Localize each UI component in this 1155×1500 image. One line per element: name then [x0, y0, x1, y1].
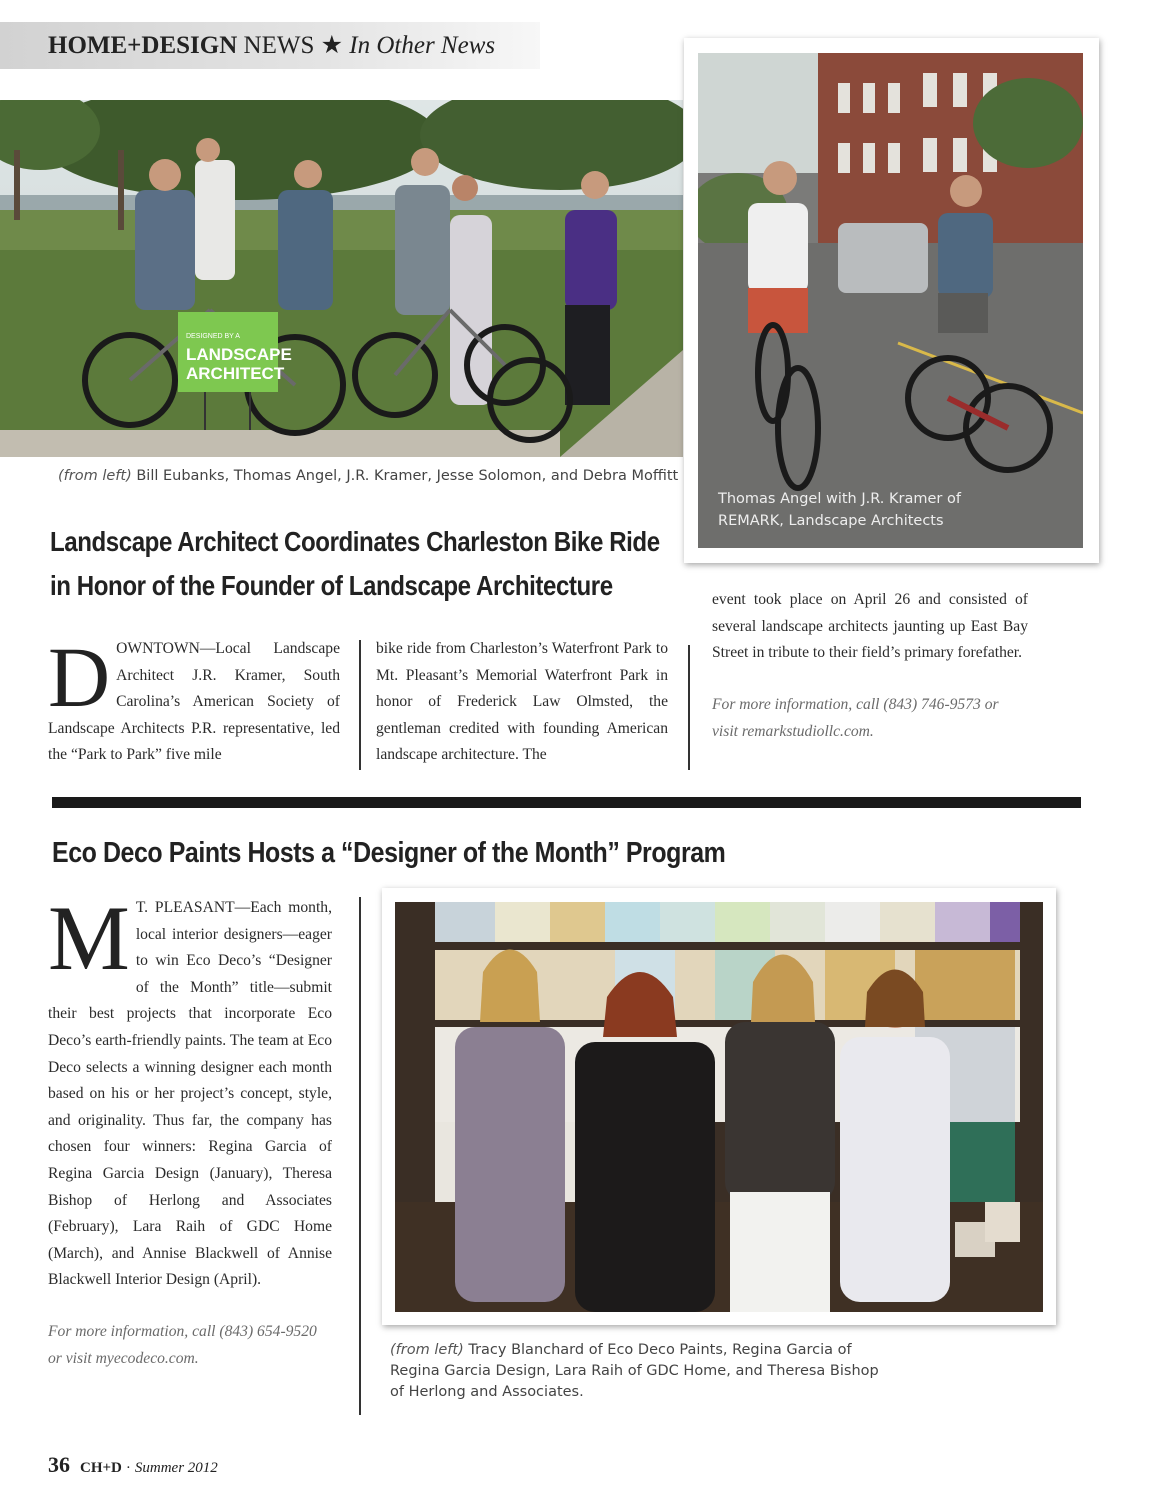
cyclists-photo [698, 53, 1083, 548]
photo2-caption-line2: REMARK, Landscape Architects [718, 512, 944, 529]
story1-column-1 [48, 629, 340, 769]
story1-column-3 [712, 587, 1028, 745]
issue-date: Summer 2012 [134, 1460, 218, 1476]
story1-column-3-text: event took place on April 26 and consisted of several landscape architects jaunting up East Bay Street in tribute to their field’s primary forefather. [712, 591, 1028, 662]
story2-more-info: For more information, call (843) 654-9520 or visit myecodeco.com. [48, 1322, 317, 1367]
subsection-name: In Other News [349, 32, 496, 59]
story1-column-2-text: bike ride from Charleston’s Waterfront Park to Mt. Pleasant’s Memorial Waterfront Park in honor of Frederick Law Olmsted, the gentleman credited with founding American landscape architecture. The [376, 640, 668, 764]
section-name-rest: NEWS [237, 32, 315, 59]
photo2-caption-line1: Thomas Angel with J.R. Kramer of [718, 491, 961, 507]
dropcap-m: M [48, 887, 130, 989]
group-bike-photo [0, 100, 683, 457]
story1-headline-line2: in Honor of the Founder of Landscape Architecture [50, 570, 613, 601]
section-header [48, 30, 495, 60]
cyclists-photo-frame [684, 38, 1099, 563]
star-icon: ★ [320, 32, 344, 59]
story1-column-2 [376, 636, 668, 769]
photo1-caption [58, 466, 678, 487]
story2-headline-text: Eco Deco Paints Hosts a “Designer of the Month” Program [52, 837, 726, 869]
story1-headline [50, 520, 660, 608]
section-divider-bar [52, 797, 1081, 808]
story2-column [48, 887, 332, 1372]
dropcap-d: D [48, 629, 111, 725]
story1-headline-line1: Landscape Architect Coordinates Charleston Bike Ride [50, 526, 660, 557]
photo2-caption [718, 489, 1068, 532]
sign-line-2: LANDSCAPE [186, 345, 292, 364]
caption-text: Tracy Blanchard of Eco Deco Paints, Regina Garcia of Regina Garcia Design, Lara Raih of GDC Home, and Theresa Bishop of Herlong and Associates. [390, 1342, 879, 1400]
story2-headline [52, 833, 725, 873]
section-name: HOME+DESIGN [48, 32, 238, 59]
photo3-caption [390, 1340, 885, 1403]
page-footer [48, 1452, 218, 1478]
caption-lead: (from left) [390, 1342, 464, 1358]
sign-line-1: DESIGNED BY A [186, 333, 240, 340]
designers-photo [395, 902, 1043, 1312]
column-divider [359, 640, 361, 770]
caption-lead: (from left) [58, 468, 132, 484]
column-divider [359, 897, 361, 1415]
page-number: 36 [48, 1452, 70, 1477]
story1-column-1-text: OWNTOWN—Local Landscape Architect J.R. Kramer, South Carolina’s American Society of Landscape Architects P.R. representative, led the “Park to Park” five mile [48, 640, 340, 764]
designers-photo-frame [382, 888, 1056, 1325]
column-divider [688, 645, 690, 770]
sign-line-3: ARCHITECT [186, 364, 285, 383]
story2-body-text: T. PLEASANT—Each month, local interior designers—eager to win Eco Deco’s “Designer of the Month” title—submit their best projects that incorporate Eco Deco’s earth-friendly paints. The team at Eco Deco selects a winning designer each month based on his or her project’s concept, style, and originality. Thus far, the company has chosen four winners: Regina Garcia of Regina Garcia Design (January), Theresa Bishop of Herlong and Associates (February), Lara Raih of GDC Home (March), and Annise Blackwell of Annise Blackwell Interior Design (April). [48, 899, 332, 1289]
magazine-name: CH+D [80, 1460, 122, 1476]
caption-text: Bill Eubanks, Thomas Angel, J.R. Kramer, Jesse Solomon, and Debra Moffitt [131, 468, 679, 484]
story1-more-info: For more information, call (843) 746-9573 or visit remarkstudiollc.com. [712, 695, 999, 740]
footer-separator: · [125, 1460, 131, 1476]
